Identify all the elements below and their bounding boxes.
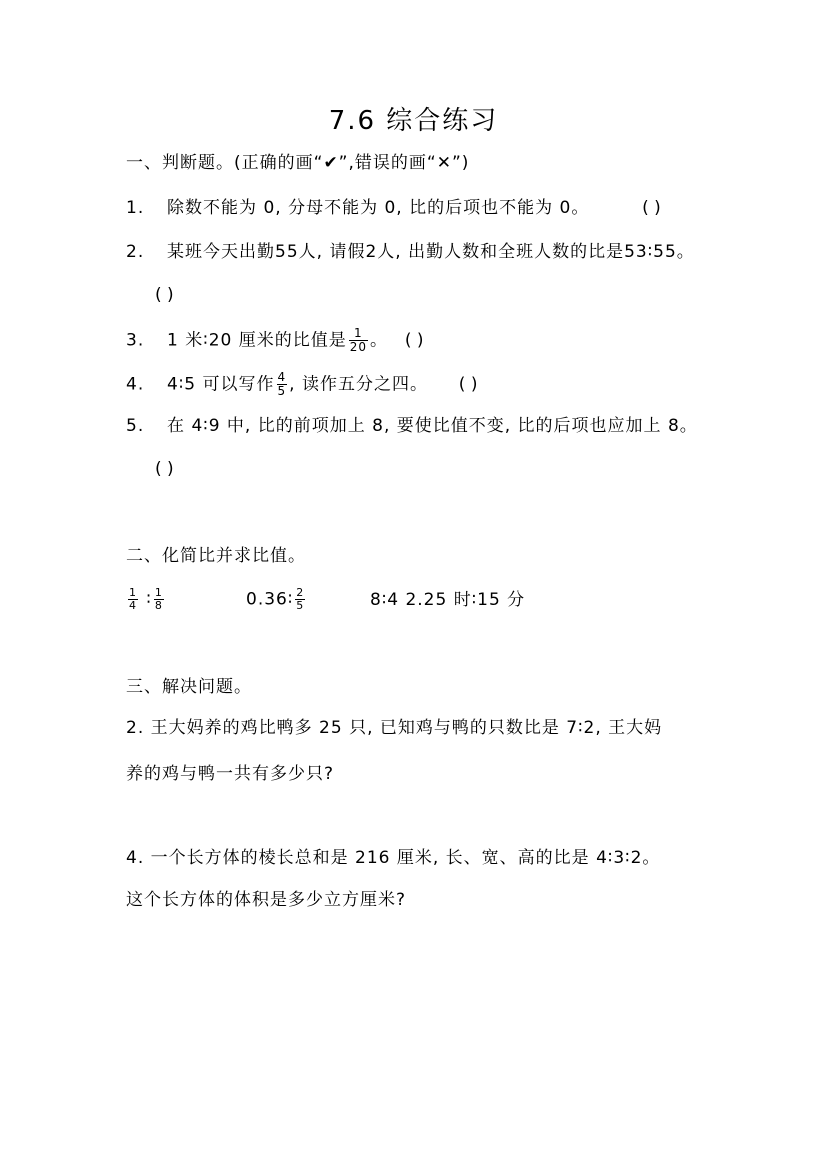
item-number: 3. (126, 330, 145, 351)
judge-item-4 (126, 371, 477, 398)
section2-heading: 二、化简比并求比值。 (126, 546, 306, 566)
item-number: 2. (126, 242, 145, 262)
problem-2-line-1: 2. 王大妈养的鸡比鸭多 25 只, 已知鸡与鸭的只数比是 7∶2, 王大妈 (126, 718, 663, 738)
simplify-ex-3: 8∶4 2.25 时∶15 分 (370, 590, 526, 610)
item-number: 4. (126, 374, 145, 395)
problem-4-line-2: 这个长方体的体积是多少立方厘米? (126, 890, 407, 910)
page-title: 7.6 综合练习 (328, 106, 499, 136)
answer-bracket[interactable]: ( ) (642, 198, 661, 218)
problem-4-line-1: 4. 一个长方体的棱长总和是 216 厘米, 长、宽、高的比是 4∶3∶2。 (126, 848, 661, 868)
item-text: 在 4∶9 中, 比的前项加上 8, 要使比值不变, 比的后项也应加上 8。 (167, 416, 698, 436)
judge-item-2 (126, 241, 695, 263)
judge-item-5-answer (155, 458, 174, 480)
judge-item-1 (126, 197, 661, 219)
item-text: 4∶5 可以写作 (167, 374, 275, 395)
item-text: 某班今天出勤55人, 请假2人, 出勤人数和全班人数的比是53∶55。 (167, 242, 695, 262)
answer-bracket[interactable]: ( ) (155, 459, 174, 479)
item-number: 5. (126, 416, 145, 436)
section3-heading: 三、解决问题。 (126, 677, 252, 697)
simplify-ex-2 (246, 587, 307, 612)
item-text-end: , 读作五分之四。 (289, 374, 428, 395)
problem-2-line-2: 养的鸡与鸭一共有多少只? (126, 764, 335, 784)
section1-heading: 一、判断题。(正确的画“✔”,错误的画“✕”) (126, 153, 470, 173)
judge-item-3 (126, 327, 424, 354)
fraction: $\frac{1}{20}$ (349, 326, 368, 354)
item-text: 1 米∶20 厘米的比值是 (167, 330, 347, 351)
fraction: $\frac{4}{5}$ (277, 370, 287, 398)
answer-bracket[interactable]: ( ) (155, 285, 174, 305)
item-text-end: 。 (370, 330, 389, 351)
fraction: $\frac{2}{5}$ (296, 586, 305, 612)
simplify-ex-1 (126, 587, 166, 612)
answer-bracket[interactable]: ( ) (404, 330, 424, 351)
fraction: $\frac{1}{4}$ (129, 586, 137, 612)
item-text: 除数不能为 0, 分母不能为 0, 比的后项也不能为 0。 (167, 198, 590, 218)
judge-item-2-answer (155, 284, 174, 306)
judge-item-5 (126, 415, 698, 437)
ratio-prefix: 0.36∶ (246, 589, 294, 610)
ratio-separator: ∶ (146, 589, 152, 610)
fraction: $\frac{1}{8}$ (154, 586, 163, 612)
item-number: 1. (126, 198, 145, 218)
answer-bracket[interactable]: ( ) (458, 374, 478, 395)
